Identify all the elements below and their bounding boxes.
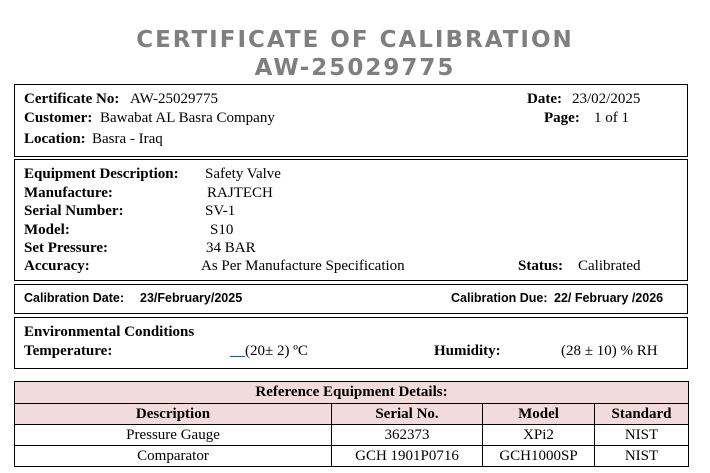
- column-header-model: Model: [483, 404, 595, 425]
- certificate-title: CERTIFICATE OF CALIBRATION: [136, 27, 574, 53]
- customer-label: Customer:: [24, 110, 93, 126]
- manufacture-label: Manufacture:: [24, 185, 113, 201]
- table-cell-serial: 362373: [332, 425, 483, 446]
- table-row: [15, 425, 689, 446]
- set-pressure-value: 34 BAR: [206, 240, 256, 256]
- table-cell-standard: NIST: [595, 446, 689, 467]
- date-label: Date:: [527, 91, 562, 107]
- table-cell-description: Pressure Gauge: [15, 425, 332, 446]
- customer-value: Bawabat AL Basra Company: [100, 110, 275, 126]
- model-value: S10: [210, 222, 234, 238]
- table-cell-description: Comparator: [15, 446, 332, 467]
- column-header-standard: Standard: [595, 404, 689, 425]
- column-header-serial: Serial No.: [332, 404, 483, 425]
- set-pressure-label: Set Pressure:: [24, 240, 109, 256]
- page-value: 1 of 1: [594, 110, 629, 126]
- serial-number-label: Serial Number:: [24, 203, 124, 219]
- accuracy-label: Accuracy:: [24, 258, 90, 274]
- temperature-underline-mark: __: [230, 343, 245, 359]
- date-value: 23/02/2025: [572, 91, 641, 107]
- reference-equipment-table: [14, 381, 689, 467]
- table-cell-serial: GCH 1901P0716: [332, 446, 483, 467]
- temperature-value: [230, 343, 308, 360]
- page-label: Page:: [544, 110, 580, 126]
- manufacture-value: RAJTECH: [207, 185, 273, 201]
- cert-no-label: Certificate No:: [24, 91, 120, 107]
- humidity-value: (28 ± 10) % RH: [561, 343, 658, 359]
- table-cell-model: GCH1000SP: [483, 446, 595, 467]
- certificate-number-title: AW-25029775: [254, 55, 456, 81]
- temperature-value-text: (20± 2) ºC: [245, 343, 308, 359]
- serial-number-value: SV-1: [205, 203, 236, 219]
- equipment-description-label: Equipment Description:: [24, 166, 179, 182]
- status-value: Calibrated: [578, 258, 641, 274]
- model-label: Model:: [24, 222, 70, 238]
- environment-heading: Environmental Conditions: [24, 324, 195, 340]
- location-label: Location:: [24, 131, 86, 147]
- location-value: Basra - Iraq: [92, 131, 163, 147]
- cert-no-value: AW-25029775: [130, 91, 218, 107]
- accuracy-value: As Per Manufacture Specification: [201, 258, 405, 274]
- calibration-due-label: Calibration Due:: [451, 291, 548, 305]
- status-label: Status:: [518, 258, 564, 274]
- temperature-label: Temperature:: [24, 343, 113, 359]
- humidity-label: Humidity:: [434, 343, 501, 359]
- column-header-description: Description: [15, 404, 332, 425]
- table-row: [15, 446, 689, 467]
- calibration-date-label: Calibration Date:: [24, 291, 125, 305]
- table-cell-standard: NIST: [595, 425, 689, 446]
- reference-table-title: Reference Equipment Details:: [15, 382, 689, 404]
- calibration-date-value: 23/February/2025: [140, 291, 243, 305]
- table-cell-model: XPi2: [483, 425, 595, 446]
- equipment-description-value: Safety Valve: [205, 166, 281, 182]
- calibration-due-value: 22/ February /2026: [554, 291, 664, 305]
